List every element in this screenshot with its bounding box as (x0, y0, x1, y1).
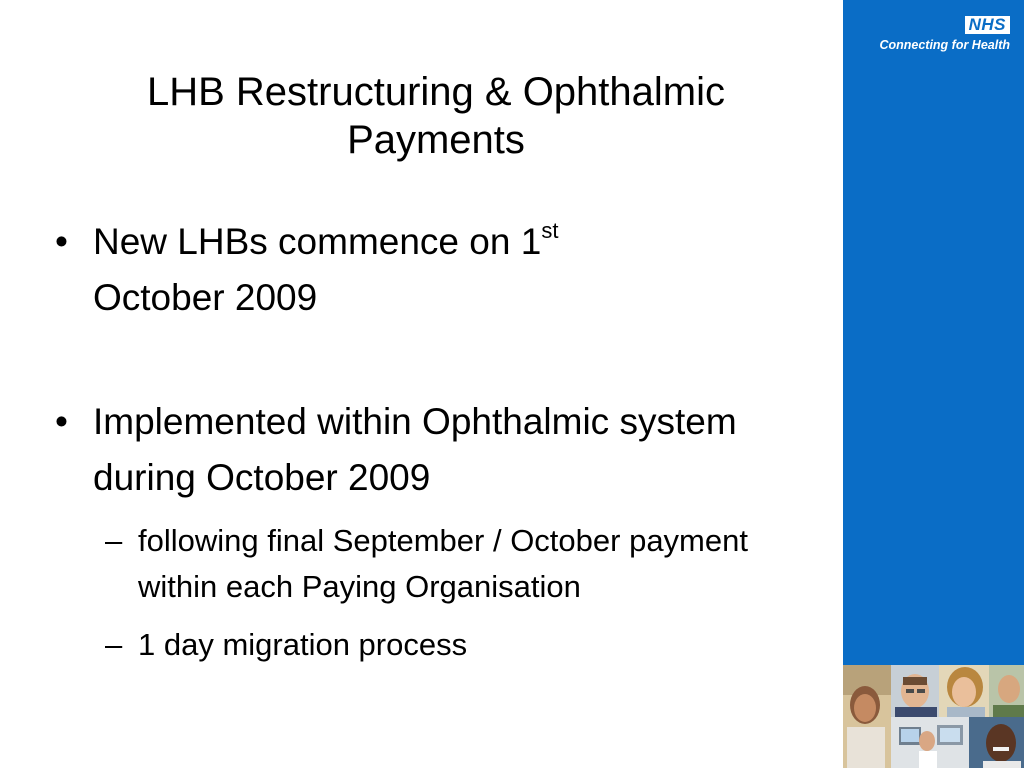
spacer (55, 610, 795, 622)
sidebar-blue-background (843, 0, 1024, 665)
people-photo-4 (989, 665, 1024, 717)
sub-bullet-item (55, 518, 795, 610)
sub-bullet-text: following final September / October payment within each Paying Organisation (138, 523, 748, 604)
people-photo-6 (969, 717, 1024, 768)
people-photo-3 (939, 665, 989, 717)
sub-bullet-text: 1 day migration process (138, 627, 468, 662)
bullet-item (55, 214, 795, 326)
slide-title: LHB Restructuring & Ophthalmic Payments (146, 70, 725, 162)
dash-marker: – (105, 627, 123, 662)
nhs-logo (879, 16, 1010, 53)
sub-bullet-item (55, 622, 795, 668)
people-photo-strip (843, 665, 1024, 768)
bullet-marker: • (55, 401, 68, 442)
spacer (55, 326, 795, 394)
spacer (55, 506, 795, 518)
slide-body (55, 214, 795, 668)
sidebar-panel (843, 0, 1024, 768)
bullet-item (55, 394, 795, 506)
people-photo-1 (843, 665, 891, 768)
ordinal-suffix: st (541, 218, 559, 243)
nhs-badge: NHS (965, 16, 1010, 34)
people-photo-5 (891, 717, 969, 768)
bullet-text: New LHBs commence on 1 (93, 221, 542, 262)
bullet-text: Implemented within Ophthalmic system during October 2009 (93, 401, 737, 498)
bullet-text-continued: October 2009 (93, 277, 318, 318)
logo-tagline: Connecting for Health (879, 38, 1010, 52)
people-photo-2 (891, 665, 939, 717)
bullet-marker: • (55, 221, 68, 262)
dash-marker: – (105, 523, 123, 558)
photo-collage (843, 665, 1024, 768)
